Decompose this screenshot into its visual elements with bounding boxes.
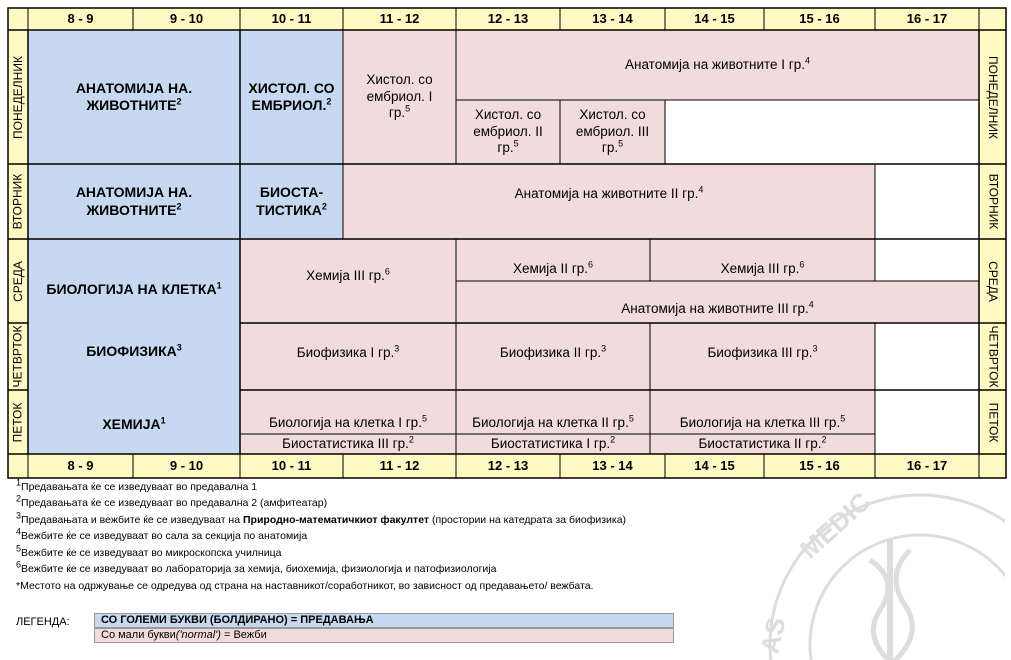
lecture-chemistry-friday: ХЕМИЈА$^1$ (28, 390, 240, 454)
exercise-cell-biology-group-2: Биологија на клетка II гр.$^5$ (456, 390, 650, 434)
footnote-5: $^5$Вежбите ќе се изведуваат во микроскопска училница (16, 543, 282, 559)
lecture-anatomy-monday: АНАТОМИЈА НА. ЖИВОТНИТЕ$^2$ (28, 30, 240, 164)
time-slot: 13 - 14 (560, 8, 665, 30)
day-label-monday: ПОНЕДЕЛНИК (8, 30, 28, 164)
day-label-tuesday-right: ВТОРНИК (979, 164, 1006, 239)
lecture-histology-monday: ХИСТОЛ. СО ЕМБРИОЛ.$^2$ (240, 30, 343, 164)
legend-exercise: Со мали букви('normal') = Вежби (94, 628, 674, 643)
lecture-biostatistics-tuesday: БИОСТА-ТИСТИКА$^2$ (240, 164, 343, 239)
time-slot: 11 - 12 (343, 454, 456, 478)
exercise-anatomy-group-3: Анатомија на животните III гр.$^4$ (456, 281, 979, 323)
exercise-biostatistics-group-3: Биостатистика III гр.$^2$ (240, 434, 456, 454)
exercise-biostatistics-group-2: Биостатистика II гр.$^2$ (650, 434, 875, 454)
time-slot: 9 - 10 (133, 8, 240, 30)
exercise-chemistry-group-3a: Хемија III гр.$^6$ (240, 239, 456, 323)
footnote-6: $^6$Вежбите ќе се изведуваат во лабораторија за хемија, биохемија, физиологија и патофизиологија (16, 559, 497, 575)
exercise-biophysics-group-2: Биофизика II гр.$^3$ (456, 323, 650, 390)
exercise-chemistry-group-2: Хемија II гр.$^6$ (456, 239, 650, 281)
time-slot: 16 - 17 (875, 8, 979, 30)
lecture-biophysics-thursday: БИОФИЗИКА$^3$ (28, 323, 240, 390)
exercise-histology-group-2: Хистол. со ембриол. II гр.$^5$ (456, 100, 560, 164)
day-label-friday-right: ПЕТОК (979, 390, 1006, 454)
svg-text:MEDIC: MEDIC (793, 486, 877, 565)
exercise-biophysics-group-3: Биофизика III гр.$^3$ (650, 323, 875, 390)
time-slot: 11 - 12 (343, 8, 456, 30)
footnote-1: $^1$Предавањата ќе се изведуваат во предавална 1 (16, 477, 258, 493)
exercise-histology-group-1: Хистол. со ембриол. I гр.$^5$ (343, 30, 456, 164)
time-slot: 14 - 15 (665, 454, 764, 478)
exercise-histology-group-3: Хистол. со ембриол. III гр.$^5$ (560, 100, 665, 164)
footnote-2: $^2$Предавањата ќе се изведуваат во предавална 2 (амфитеатар) (16, 493, 328, 509)
time-slot: 16 - 17 (875, 454, 979, 478)
exercise-biostatistics-group-1: Биостатистика I гр.$^2$ (456, 434, 650, 454)
day-label-wednesday-right: СРЕДА (979, 239, 1006, 323)
time-slot: 10 - 11 (240, 8, 343, 30)
time-slot: 8 - 9 (28, 8, 133, 30)
day-label-tuesday: ВТОРНИК (8, 164, 28, 239)
time-slot: 10 - 11 (240, 454, 343, 478)
day-label-friday: ПЕТОК (8, 390, 28, 454)
exercise-cell-biology-group-3: Биологија на клетка III гр.$^5$ (650, 390, 875, 434)
time-slot: 9 - 10 (133, 454, 240, 478)
day-label-monday-right: ПОНЕДЕЛНИК (979, 30, 1006, 164)
time-slot: 12 - 13 (456, 454, 560, 478)
exercise-anatomy-group-2: Анатомија на животните II гр.$^4$ (343, 164, 875, 239)
day-label-thursday-right: ЧЕТВРТОК (979, 323, 1006, 390)
lecture-cell-biology-wednesday: БИОЛОГИЈА НА КЛЕТКА$^1$ (28, 239, 240, 323)
day-label-thursday: ЧЕТВРТОК (8, 323, 28, 390)
exercise-anatomy-group-1: Анатомија на животните I гр.$^4$ (456, 30, 979, 100)
legend-lecture: СО ГОЛЕМИ БУКВИ (БОЛДИРАНО) = ПРЕДАВАЊА (94, 613, 674, 628)
faculty-seal-watermark (720, 470, 1005, 660)
svg-text:AS: AS (754, 614, 792, 657)
footnote-4: $^4$Вежбите ќе се изведуваат во сала за секција по анатомија (16, 526, 308, 542)
time-slot: 8 - 9 (28, 454, 133, 478)
time-slot: 12 - 13 (456, 8, 560, 30)
exercise-chemistry-group-3b: Хемија III гр.$^6$ (650, 239, 875, 281)
footnote-location: *Местото на одржување се одредува од страна на наставникот/соработникот, во зависност од предавањето/ вежбата. (16, 580, 594, 592)
day-label-wednesday: СРЕДА (8, 239, 28, 323)
time-slot: 13 - 14 (560, 454, 665, 478)
exercise-cell-biology-group-1: Биологија на клетка I гр.$^5$ (240, 390, 456, 434)
exercise-biophysics-group-1: Биофизика I гр.$^3$ (240, 323, 456, 390)
time-slot: 15 - 16 (764, 8, 875, 30)
footnote-3: $^3$Предавањата и вежбите ќе се изведуваат на Природно-математичкиот факултет (простории на катедрата за биофизика) (16, 510, 627, 526)
legend-label: ЛЕГЕНДА: (16, 616, 70, 628)
time-slot: 14 - 15 (665, 8, 764, 30)
time-slot: 15 - 16 (764, 454, 875, 478)
lecture-anatomy-tuesday: АНАТОМИЈА НА. ЖИВОТНИТЕ$^2$ (28, 164, 240, 239)
